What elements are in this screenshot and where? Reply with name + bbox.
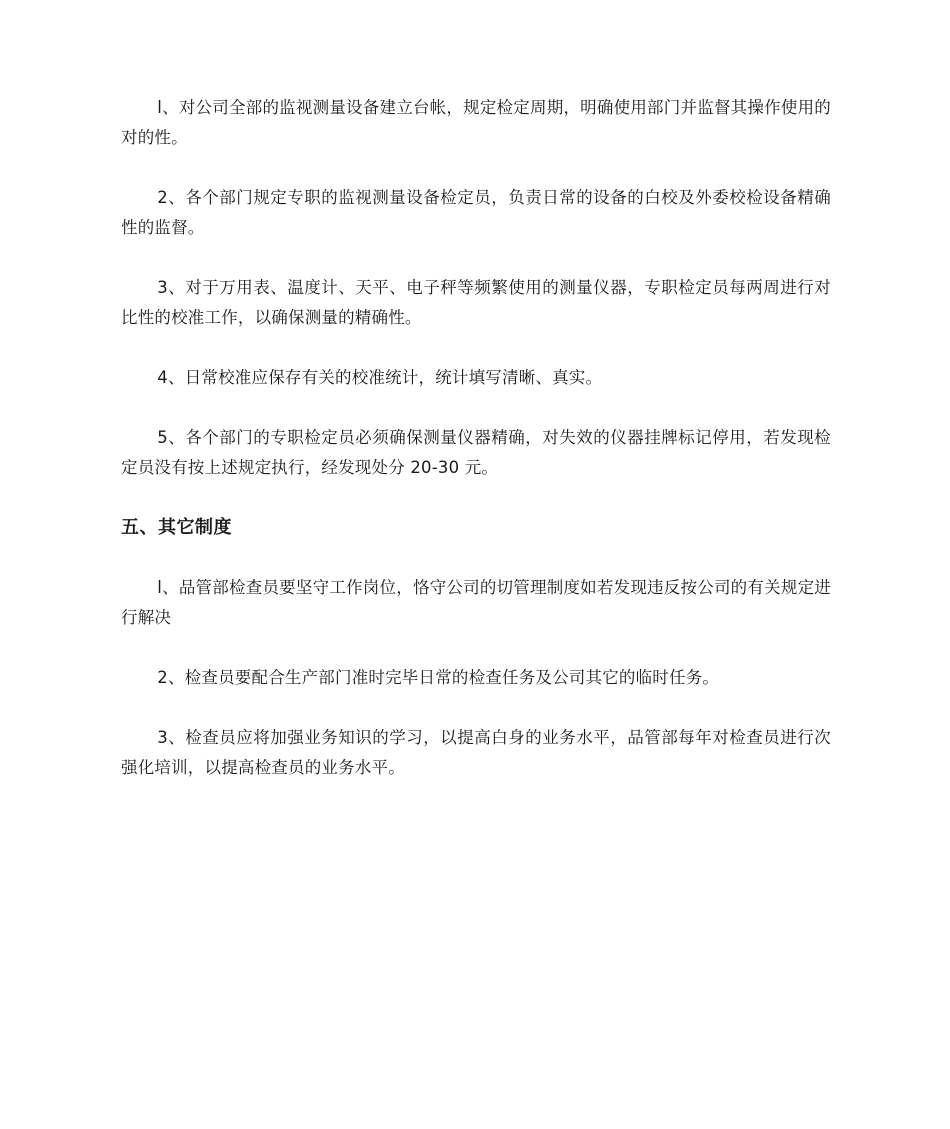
paragraph: 2、检查员要配合生产部门准时完毕日常的检查任务及公司其它的临时任务。 xyxy=(157,668,720,687)
paragraph: 2、各个部门规定专职的监视测量设备检定员，负责日常的设备的白校及外委校检设备精确性的监督。 xyxy=(121,188,831,237)
paragraph: 5、各个部门的专职检定员必须确保测量仪器精确，对失效的仪器挂牌标记停用，若发现检定员没有按上述规定执行，经发现处分 20-30 元。 xyxy=(121,428,831,477)
paragraph: 3、对于万用表、温度计、天平、电子秤等频繁使用的测量仪器，专职检定员每两周进行对比性的校准工作，以确保测量的精确性。 xyxy=(121,278,831,327)
paragraph: 4、日常校准应保存有关的校准统计，统计填写清晰、真实。 xyxy=(157,368,603,387)
paragraph: 3、检查员应将加强业务知识的学习，以提高白身的业务水平，品管部每年对检查员进行次强化培训，以提高检查员的业务水平。 xyxy=(121,728,831,777)
paragraph: l、对公司全部的监视测量设备建立台帐，规定检定周期，明确使用部门并监督其操作使用的对的性。 xyxy=(121,98,831,147)
section-heading: 五、其它制度 xyxy=(121,517,232,538)
document-body xyxy=(121,93,831,813)
paragraph: l、品管部检查员要坚守工作岗位，恪守公司的切管理制度如若发现违反按公司的有关规定进行解决 xyxy=(121,578,831,627)
